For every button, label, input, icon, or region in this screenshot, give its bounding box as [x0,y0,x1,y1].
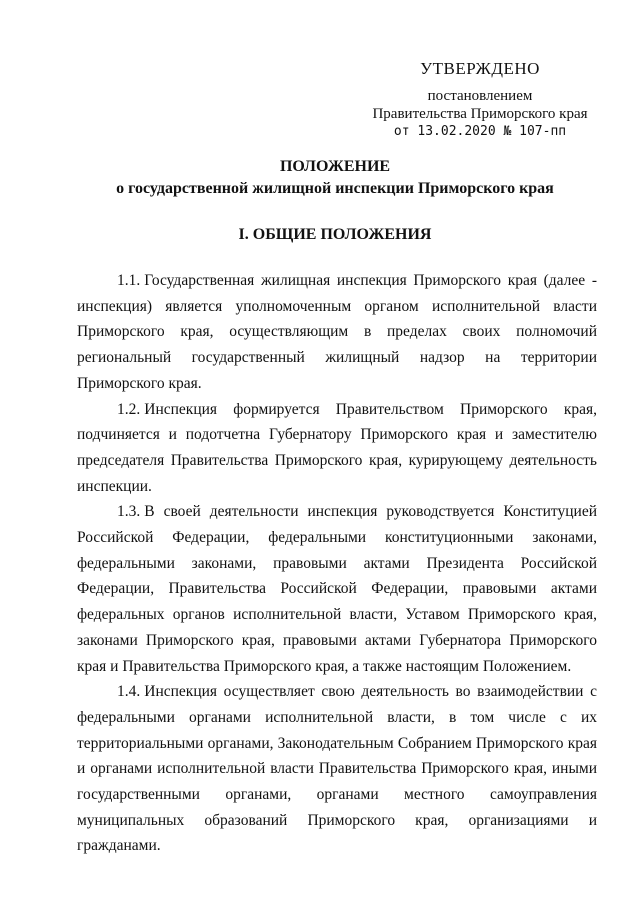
paragraph-number: 1.4. [117,683,141,701]
approval-stamp: УТВЕРЖДЕНО [420,59,540,78]
paragraph-number: 1.2. [117,400,141,418]
paragraph-text: Государственная жилищная инспекция Приморского края (далее - инспекция) является уполномоченным органом исполнительной власти Приморского края, осуществляющим в пределах своих полномочий региональный государственный жилищный надзор на территории Приморского края. [77,272,597,392]
document-subtitle: о государственной жилищной инспекции Приморского края [116,180,554,197]
paragraph-number: 1.3. [117,503,141,521]
paragraph-1-3 [77,499,597,679]
document-body [77,268,597,859]
approval-line-1: постановлением [427,88,533,104]
paragraph-1-2 [77,397,597,500]
paragraph-text: Инспекция осуществляет свою деятельность во взаимодействии с федеральными органами исполнительной власти, в том числе с их территориальными органами, Законодательным Собранием Приморского края и органами исполнительной власти Правительства Приморского края, иными государственными органами, органами местного самоуправления муниципальных образований Приморского края, организациями и гражданами. [77,683,597,855]
section-heading: I. ОБЩИЕ ПОЛОЖЕНИЯ [238,226,432,243]
document-title: ПОЛОЖЕНИЕ [279,158,391,175]
approval-line-2: Правительства Приморского края [372,106,588,122]
approval-block [360,58,600,141]
approval-date-line: от 13.02.2020 № 107-пп [393,124,567,139]
paragraph-1-1 [77,268,597,397]
paragraph-text: В своей деятельности инспекция руководствуется Конституцией Российской Федерации, федеральными конституционными законами, федеральными законами, правовыми актами Президента Российской Федерации, Правительства Российской Федерации, правовыми актами федеральных органов исполнительной власти, Уставом Приморского края, законами Приморского края, правовыми актами Губернатора Приморского края и Правительства Приморского края, а также настоящим Положением. [77,503,597,675]
document-title-block [70,156,600,200]
paragraph-1-4 [77,679,597,859]
paragraph-number: 1.1. [117,272,141,289]
paragraph-text: Инспекция формируется Правительством Приморского края, подчиняется и подотчетна Губернатору Приморского края и заместителю председателя Правительства Приморского края, курирующему деятельность инспекции. [77,400,597,495]
